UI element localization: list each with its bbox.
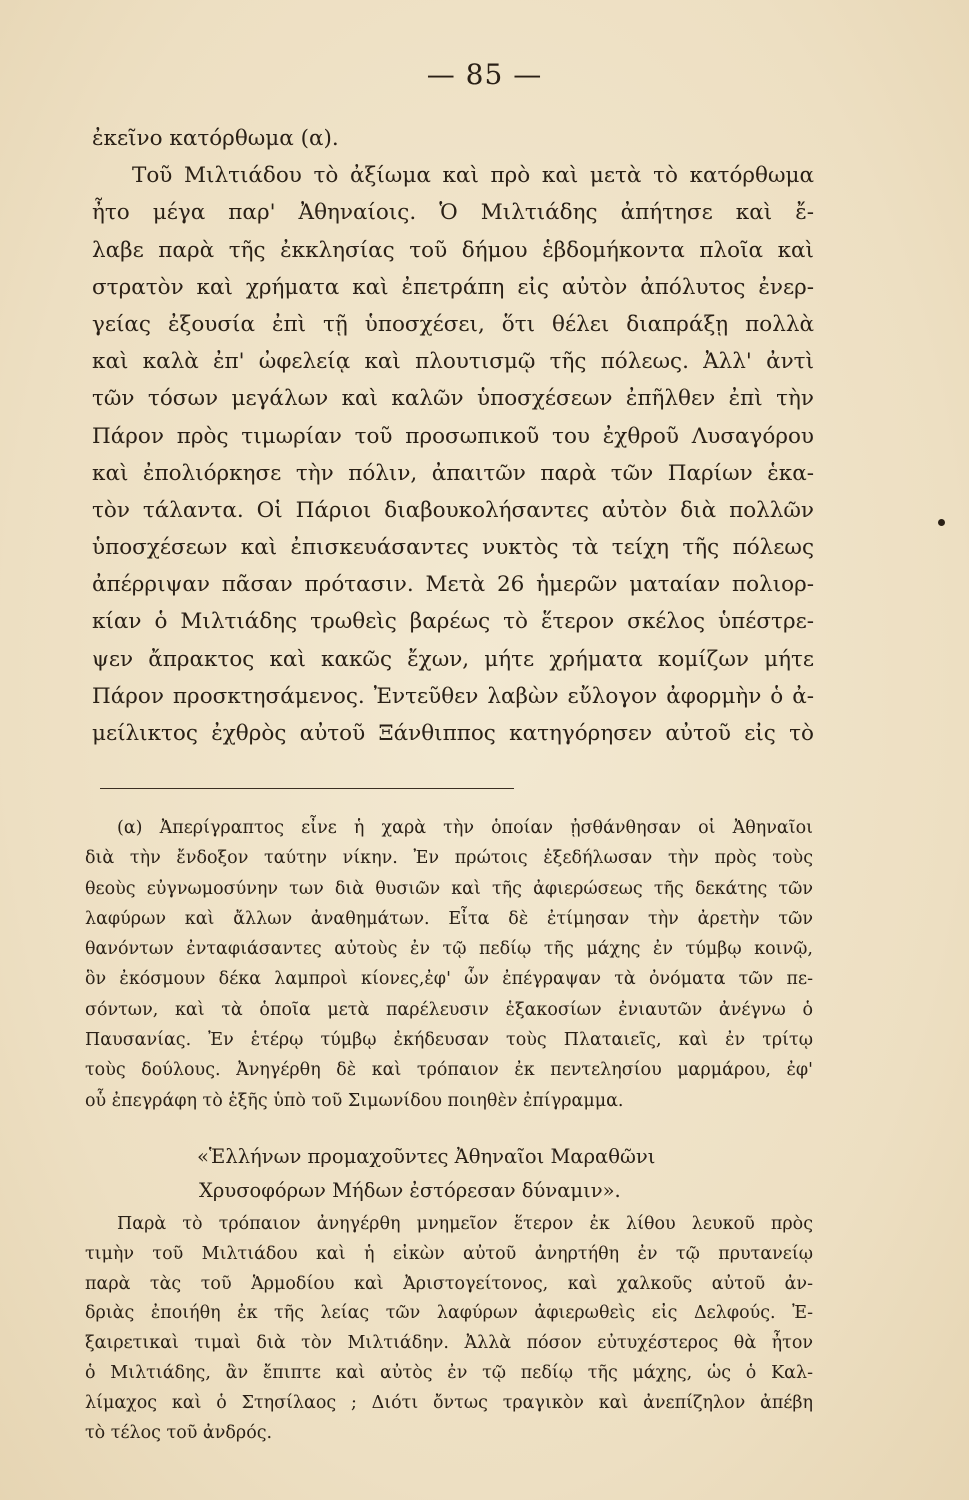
footnote-line: λίμαχος καὶ ὁ Στησίλαος ; Διότι ὄντως τραγικὸν καὶ ἀνεπίζηλον ἀπέβη bbox=[85, 1392, 813, 1413]
footnote-line: θανόντων ἐνταφιάσαντες αὐτοὺς ἐν τῷ πεδίῳ τῆς μάχης ἐν τύμβῳ κοινῷ, bbox=[85, 939, 813, 960]
text-line: ψεν ἄπρακτος καὶ κακῶς ἔχων, μήτε χρήματα κομίζων μήτε bbox=[92, 646, 814, 672]
verse-line: Χρυσοφόρων Μήδων ἐστόρεσαν δύναμιν». bbox=[199, 1179, 621, 1202]
text-line: ἦτο μέγα παρ' Ἀθηναίοις. Ὁ Μιλτιάδης ἀπήτησε καὶ ἔ- bbox=[92, 200, 814, 226]
text-line: Πάρον πρὸς τιμωρίαν τοῦ προσωπικοῦ του ἐχθροῦ Λυσαγόρου bbox=[92, 423, 814, 449]
text-line: γείας ἐξουσία ἐπὶ τῇ ὑποσχέσει, ὅτι θέλει διαπράξῃ πολλὰ bbox=[92, 311, 814, 337]
footnote-line: ξαιρετικαὶ τιμαὶ διὰ τὸν Μιλτιάδην. Ἀλλὰ πόσον εὐτυχέστερος θὰ ἦτον bbox=[85, 1333, 813, 1354]
footnote-line: ὃν ἐκόσμουν δέκα λαμπροὶ κίονες,ἐφ' ὧν ἐπέγραψαν τὰ ὀνόματα τῶν πε- bbox=[85, 969, 813, 990]
text-line: ἐκεῖνο κατόρθωμα (α). bbox=[92, 126, 339, 151]
footnote-line: Παυσανίας. Ἐν ἑτέρῳ τύμβῳ ἐκήδευσαν τοὺς Πλαταιεῖς, καὶ ἐν τρίτῳ bbox=[85, 1030, 813, 1051]
text-line: τῶν τόσων μεγάλων καὶ καλῶν ὑποσχέσεων ἐπῆλθεν ἐπὶ τὴν bbox=[92, 386, 814, 412]
text-line: μείλικτος ἐχθρὸς αὐτοῦ Ξάνθιππος κατηγόρησεν αὐτοῦ εἰς τὸ bbox=[92, 721, 814, 746]
text-line: στρατὸν καὶ χρήματα καὶ ἐπετράπη εἰς αὐτὸν ἀπόλυτος ἐνερ- bbox=[92, 274, 814, 300]
text-line: ὑποσχέσεων καὶ ἐπισκευάσαντες νυκτὸς τὰ τείχη τῆς πόλεως bbox=[92, 535, 814, 561]
footnote-line: τὸ τέλος τοῦ ἀνδρός. bbox=[85, 1422, 273, 1443]
text-line: καὶ ἐπολιόρκησε τὴν πόλιν, ἀπαιτῶν παρὰ τῶν Παρίων ἑκα- bbox=[92, 460, 814, 486]
text-line: Πάρον προσκτησάμενος. Ἐντεῦθεν λαβὼν εὔλογον ἀφορμὴν ὁ ἀ- bbox=[92, 683, 814, 709]
text-line: Τοῦ Μιλτιάδου τὸ ἀξίωμα καὶ πρὸ καὶ μετὰ τὸ κατόρθωμα bbox=[132, 163, 814, 189]
footnote-line: λαφύρων καὶ ἄλλων ἀναθημάτων. Εἶτα δὲ ἐτίμησαν τὴν ἀρετὴν τῶν bbox=[85, 908, 813, 929]
footnote-line: δριὰς ἐποιήθη ἐκ τῆς λείας τῶν λαφύρων ἀφιερωθεὶς εἰς Δελφούς. Ἐ- bbox=[85, 1303, 813, 1324]
main-text-block bbox=[92, 120, 814, 752]
page-number: — 85 — bbox=[426, 58, 543, 91]
ink-speck bbox=[938, 519, 945, 526]
footnote-block bbox=[85, 813, 813, 1116]
footnote-line: σόντων, καὶ τὰ ὁποῖα μετὰ παρέλευσιν ἑξακοσίων ἐνιαυτῶν ἀνέγνω ὁ bbox=[85, 999, 813, 1020]
footnote-line: διὰ τὴν ἔνδοξον ταύτην νίκην. Ἐν πρώτοις ἐξεδήλωσαν τὴν πρὸς τοὺς bbox=[85, 848, 813, 869]
footnote-line: παρὰ τὰς τοῦ Ἁρμοδίου καὶ Ἀριστογείτονος, καὶ χαλκοῦς αὐτοῦ ἀν- bbox=[85, 1273, 813, 1294]
epigram-verse bbox=[197, 1140, 797, 1208]
footnote-line: Παρὰ τὸ τρόπαιον ἀνηγέρθη μνημεῖον ἕτερον ἐκ λίθου λευκοῦ πρὸς bbox=[117, 1214, 813, 1234]
text-line: τὸν τάλαντα. Οἱ Πάριοι διαβουκολήσαντες αὐτὸν διὰ πολλῶν bbox=[92, 497, 814, 523]
text-line: κίαν ὁ Μιλτιάδης τρωθεὶς βαρέως τὸ ἕτερον σκέλος ὑπέστρε- bbox=[92, 609, 814, 635]
footnote-continuation bbox=[85, 1210, 813, 1448]
text-line: καὶ καλὰ ἐπ' ὠφελείᾳ καὶ πλουτισμῷ τῆς πόλεως. Ἀλλ' ἀντὶ bbox=[92, 349, 814, 375]
footnote-line: (α) Ἀπερίγραπτος εἶνε ἡ χαρὰ τὴν ὁποίαν ᾐσθάνθησαν οἱ Ἀθηναῖοι bbox=[117, 818, 813, 838]
footnote-divider bbox=[100, 788, 514, 789]
footnote-line: τοὺς δούλους. Ἀνηγέρθη δὲ καὶ τρόπαιον ἐκ πεντελησίου μαρμάρου, ἐφ' bbox=[85, 1060, 813, 1081]
footnote-line: ὁ Μιλτιάδης, ἂν ἔπιπτε καὶ αὐτὸς ἐν τῷ πεδίῳ τῆς μάχης, ὡς ὁ Καλ- bbox=[85, 1362, 813, 1383]
footnote-line: τιμὴν τοῦ Μιλτιάδου καὶ ἡ εἰκὼν αὐτοῦ ἀνηρτήθη ἐν τῷ πρυτανείῳ bbox=[85, 1243, 813, 1264]
footnote-line: οὗ ἐπεγράφη τὸ ἑξῆς ὑπὸ τοῦ Σιμωνίδου ποιηθὲν ἐπίγραμμα. bbox=[85, 1090, 624, 1111]
text-line: ἀπέρριψαν πᾶσαν πρότασιν. Μετὰ 26 ἡμερῶν ματαίαν πολιορ- bbox=[92, 572, 814, 598]
footnote-line: θεοὺς εὐγνωμοσύνην των διὰ θυσιῶν καὶ τῆς ἀφιερώσεως τῆς δεκάτης τῶν bbox=[85, 878, 813, 899]
verse-line: «Ἑλλήνων προμαχοῦντες Ἀθηναῖοι Μαραθῶνι bbox=[197, 1145, 656, 1168]
text-line: λαβε παρὰ τῆς ἐκκλησίας τοῦ δήμου ἑβδομήκοντα πλοῖα καὶ bbox=[92, 237, 814, 263]
